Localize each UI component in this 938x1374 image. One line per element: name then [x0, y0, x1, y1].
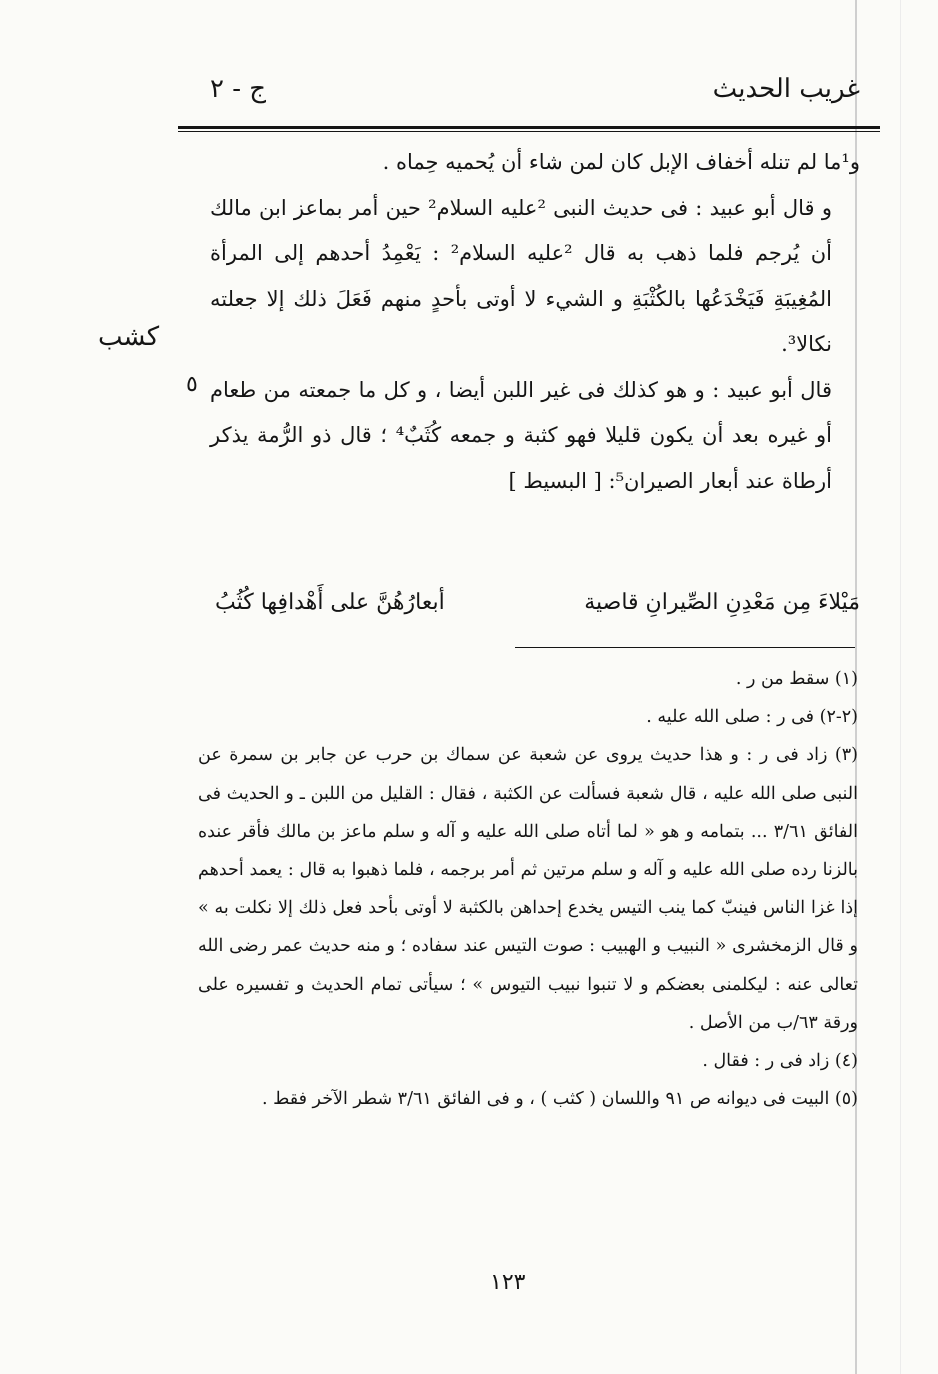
footnote-rule	[515, 647, 855, 648]
paragraph: و¹ما لم تنله أخفاف الإبل كان لمن شاء أن يُحميه حِماه .	[382, 150, 860, 174]
paragraph: و قال أبو عبيد : فى حديث النبى ²عليه السلام² حين أمر بماعز ابن مالك أن يُرجم فلما ذهب به قال ²عليه السلام² : يَعْمِدُ أحدهم إلى المرأة المُغِيبَةِ فَيَخْدَعُها بالكُثْبَةِ و الشيء لا أوتى بأحدٍ منهم فَعَلَ ذلك إلا جعلته نكالا³.	[210, 195, 833, 356]
verse-first-hemistich: مَيْلاءَ مِن مَعْدِنِ الصِّيرانِ قاصية	[584, 590, 860, 615]
margin-keyword: كشب	[98, 322, 160, 352]
footnote: (٣) زاد فى ر : و هذا حديث يروى عن شعبة عن سماك بن حرب عن جابر بن سمرة عن النبى صلى الله عليه ، قال شعبة فسألت عن الكثبة ، فقال : القليل من اللبن ـ و الحديث فى الفائق ٣/٦١ ... بتمامه و هو « لما أتاه صلى الله عليه و آله و سلم ماعز بن مالك فأقر عنده بالزنا رده صلى الله عليه و آله و سلم مرتين ثم أمر برجمه ، فلما ذهبوا به قال : يعمد أحدهم إذا غزا الناس فينبّ كما ينب التيس يخدع إحداهن بالكثبة لا أوتى بأحد فعل ذلك إلا نكلت به » و قال الزمخشرى « النبيب و الهبيب : صوت التيس عند سفاده ؛ و منه حديث عمر رضى الله تعالى عنه : ليكلمنى بعضكم و لا تنبوا نبيب التيوس » ؛ سيأتى تمام الحديث و تفسيره على ورقة ٦٣/ب من الأصل .	[198, 745, 858, 1033]
footnote: (١) سقط من ر .	[735, 669, 858, 689]
paragraph: قال أبو عبيد : و هو كذلك فى غير اللبن أيضا ، و كل ما جمعته من طعام أو غيره بعد أن يكون قليلا فهو كثبة و جمعه كُثَبٌ⁴ ؛ قال ذو الرُّمة يذكر أرطاة عند أبعار الصيران⁵: [ البسيط ]	[210, 377, 832, 493]
book-title: غريب الحديث	[712, 74, 860, 104]
verse-second-hemistich: أبعارُهُنَّ على أَهْدافِها كُثُبُ	[215, 590, 445, 615]
running-header	[200, 72, 860, 116]
page-number: ١٢٣	[490, 1270, 526, 1295]
header-rule	[178, 126, 880, 129]
poetry-verse	[205, 584, 860, 634]
volume-label: ج - ٢	[210, 74, 267, 104]
footnotes	[198, 660, 858, 1118]
header-rule-thin	[178, 131, 880, 132]
main-text	[210, 140, 860, 504]
margin-line-number: ٥	[186, 372, 198, 397]
scan-edge-line-faint	[900, 0, 901, 1374]
footnote: (٢-٢) فى ر : صلى الله عليه .	[646, 707, 858, 728]
footnote: (٤) زاد فى ر : فقال .	[702, 1051, 858, 1072]
footnote: (٥) البيت فى ديوانه ص ٩١ واللسان ( كثب ) ، و فى الفائق ٣/٦١ شطر الآخر فقط .	[262, 1089, 858, 1110]
